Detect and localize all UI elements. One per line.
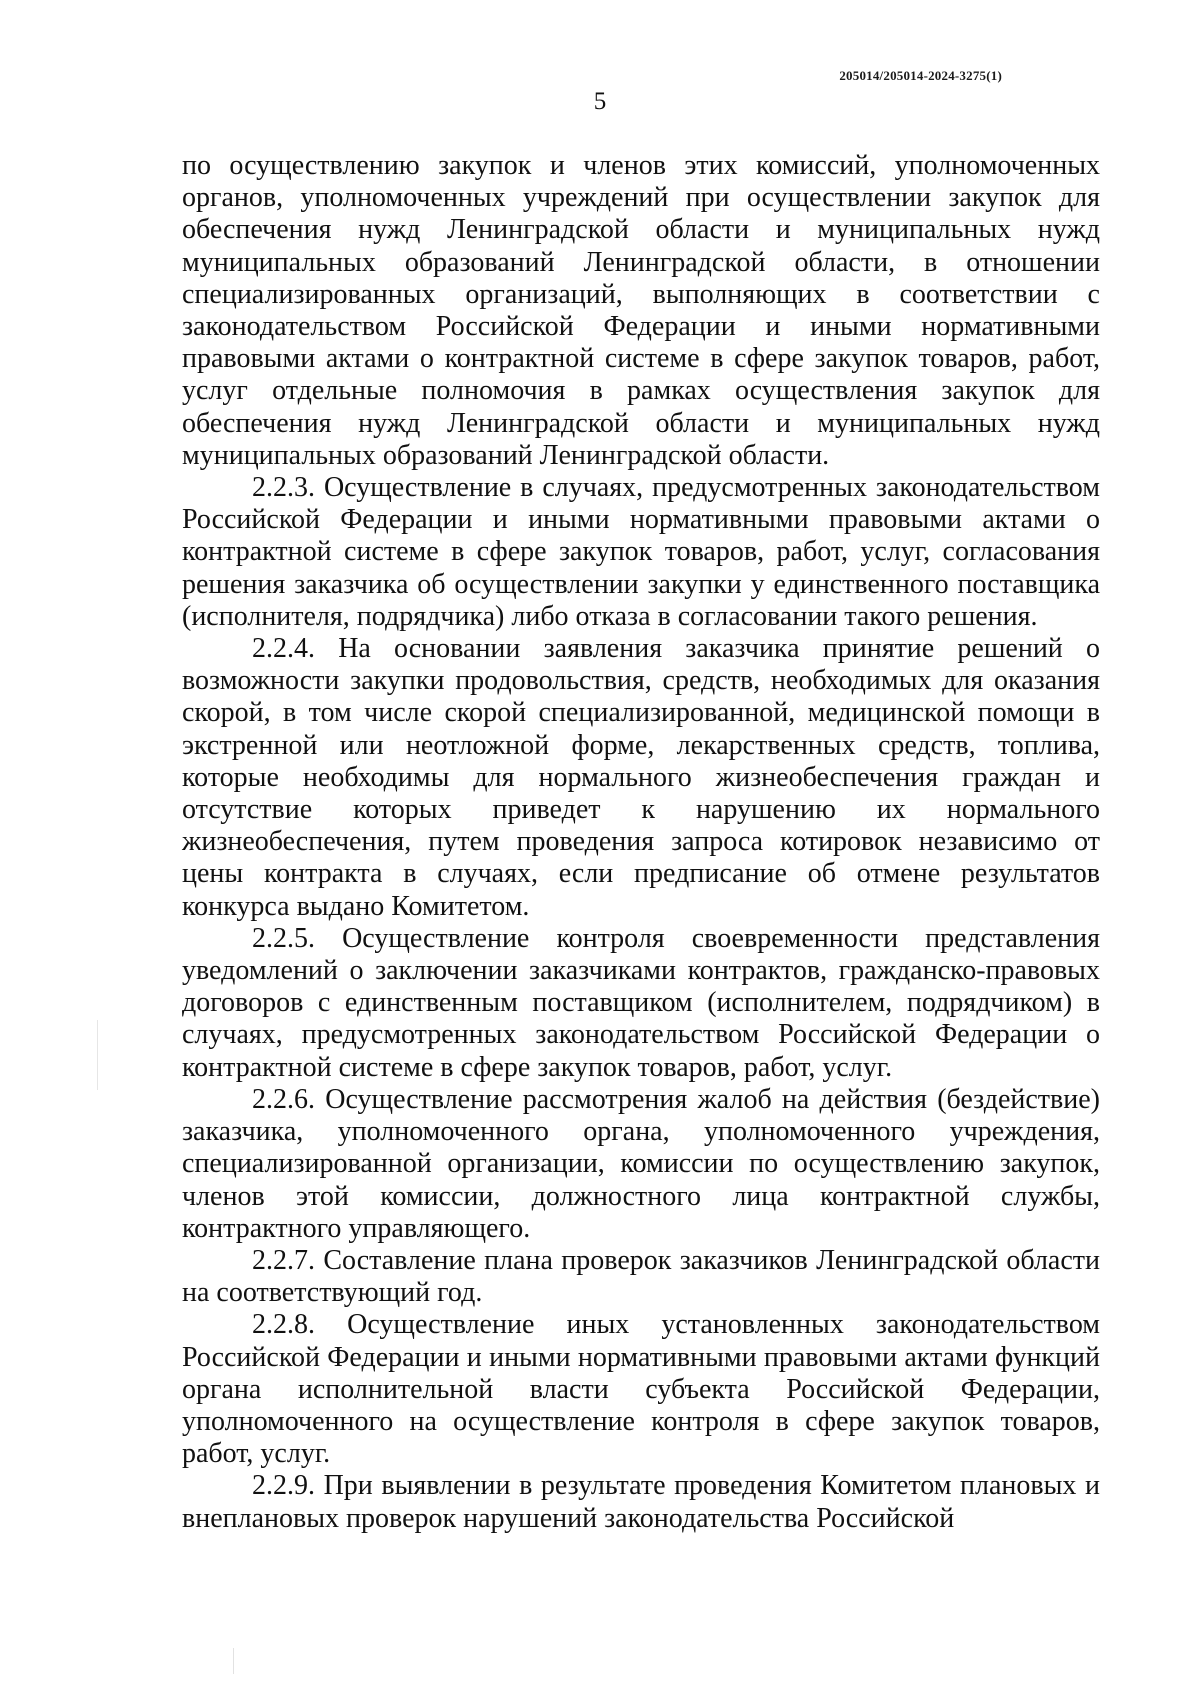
paragraph-2-2-8: 2.2.8. Осуществление иных установленных законодательством Российской Федерации и иными нормативными правовыми актами функций органа исполнительной власти субъекта Российской Федерации, уполномоченного на осуществление контроля в сфере закупок товаров, работ, услуг. bbox=[182, 1309, 1100, 1470]
paragraph-2-2-7: 2.2.7. Составление плана проверок заказчиков Ленинградской области на соответствующий год. bbox=[182, 1244, 1100, 1309]
scan-speck-mark bbox=[233, 1648, 234, 1674]
paragraph-2-2-5: 2.2.5. Осуществление контроля своевременности представления уведомлений о заключении заказчиками контрактов, гражданско-правовых договоров с единственным поставщиком (исполнителем, подрядчиком) в случаях, предусмотренных законодательством Российской Федерации о контрактной системе в сфере закупок товаров, работ, услуг. bbox=[182, 922, 1100, 1083]
page-number: 5 bbox=[593, 88, 607, 115]
scan-margin-mark bbox=[97, 1020, 98, 1090]
paragraph-2-2-6: 2.2.6. Осуществление рассмотрения жалоб на действия (бездействие) заказчика, уполномоченного органа, уполномоченного учреждения, специализированной организации, комиссии по осуществлению закупок, членов этой комиссии, должностного лица контрактной службы, контрактного управляющего. bbox=[182, 1083, 1100, 1244]
paragraph-2-2-3: 2.2.3. Осуществление в случаях, предусмотренных законодательством Российской Федерации и иными нормативными правовыми актами о контрактной системе в сфере закупок товаров, работ, услуг, согласования решения заказчика об осуществлении закупки у единственного поставщика (исполнителя, подрядчика) либо отказа в согласовании такого решения. bbox=[182, 472, 1100, 632]
paragraph-2-2-9: 2.2.9. При выявлении в результате проведения Комитетом плановых и внеплановых проверок нарушений законодательства Российской bbox=[182, 1470, 1100, 1534]
paragraph-continuation: по осуществлению закупок и членов этих комиссий, уполномоченных органов, уполномоченных учреждений при осуществлении закупок для обеспечения нужд Ленинградской области и муниципальных нужд муниципальных образований Ленинградской области, в отношении специализированных организаций, выполняющих в соответствии с законодательством Российской Федерации и иными нормативными правовыми актами о контрактной системе в сфере закупок товаров, работ, услуг отдельные полномочия в рамках осуществления закупок для обеспечения нужд Ленинградской области и муниципальных нужд муниципальных образований Ленинградской области. bbox=[182, 150, 1100, 471]
document-registration-code: 205014/205014-2024-3275(1) bbox=[839, 68, 1002, 83]
document-body bbox=[182, 150, 1100, 1535]
paragraph-2-2-4: 2.2.4. На основании заявления заказчика принятие решений о возможности закупки продовольствия, средств, необходимых для оказания скорой, в том числе скорой специализированной, медицинской помощи в экстренной или неотложной форме, лекарственных средств, топлива, которые необходимы для нормального жизнеобеспечения граждан и отсутствие которых приведет к нарушению их нормального жизнеобеспечения, путем проведения запроса котировок независимо от цены контракта в случаях, если предписание об отмене результатов конкурса выдано Комитетом. bbox=[182, 633, 1100, 922]
